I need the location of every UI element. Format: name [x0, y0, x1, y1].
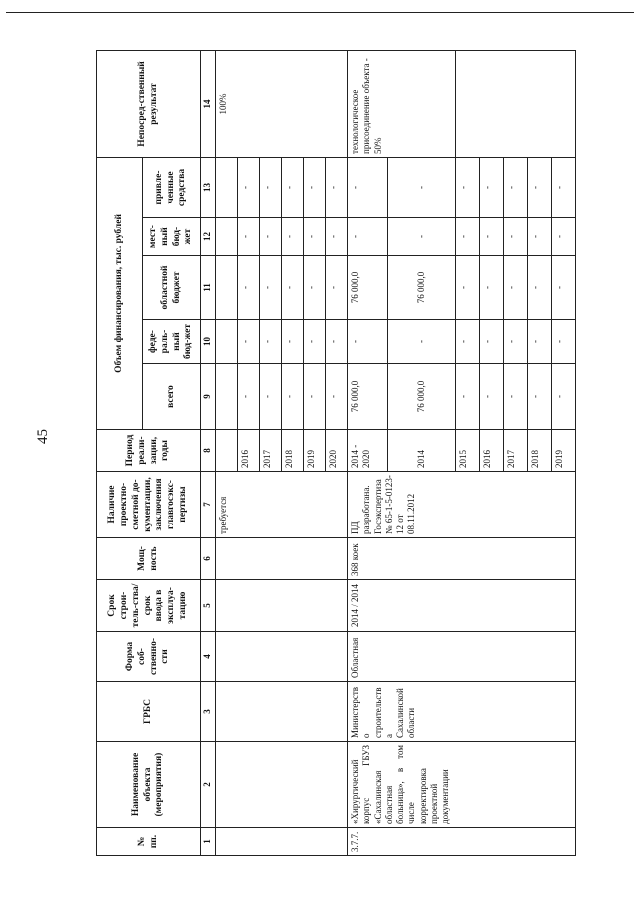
cell-regional: -	[260, 256, 282, 320]
cell-total: -	[304, 364, 326, 430]
cell-year	[216, 430, 238, 472]
col-number: 4	[201, 632, 216, 682]
cell-attracted: -	[528, 157, 552, 217]
cell-local: -	[260, 218, 282, 256]
cell-total: -	[480, 364, 504, 430]
cell-attracted: -	[456, 157, 480, 217]
cell-num	[216, 828, 348, 856]
cell-attracted: -	[326, 157, 348, 217]
cell-federal: -	[282, 320, 304, 364]
cell-federal: -	[326, 320, 348, 364]
cell-federal: -	[238, 320, 260, 364]
cell-regional: -	[480, 256, 504, 320]
cell-total: -	[326, 364, 348, 430]
cell-grbs: Министерство строительства Сахалинской области	[348, 682, 576, 742]
col-number: 11	[201, 256, 216, 320]
cell-result: 100%	[216, 50, 348, 157]
col-number: 10	[201, 320, 216, 364]
header-ownership: Форма соб-ственно-сти	[97, 632, 201, 682]
header-result: Непосред-ственный результат	[97, 50, 201, 157]
cell-attracted: -	[504, 157, 528, 217]
cell-local: -	[552, 218, 576, 256]
financing-table	[96, 50, 576, 856]
cell-year: 2014 - 2020	[348, 430, 388, 472]
cell-name: «Хирургический корпус ГБУЗ «Сахалинская областная больница», в том числе корректировка проектной документации	[348, 742, 576, 828]
cell-attracted: -	[480, 157, 504, 217]
cell-year: 2015	[456, 430, 480, 472]
top-rule	[6, 12, 634, 13]
cell-total: -	[504, 364, 528, 430]
cell-total: 76 000,0	[388, 364, 456, 430]
cell-year: 2016	[238, 430, 260, 472]
col-number: 5	[201, 580, 216, 632]
cell-total: -	[456, 364, 480, 430]
col-number: 1	[201, 828, 216, 856]
cell-federal: -	[480, 320, 504, 364]
cell-local: -	[326, 218, 348, 256]
cell-year: 2016	[480, 430, 504, 472]
cell-year: 2020	[326, 430, 348, 472]
cell-federal: -	[260, 320, 282, 364]
cell-total: 76 000,0	[348, 364, 388, 430]
cell-term: 2014 / 2014	[348, 580, 576, 632]
header-psd: Наличие проектно-сметной до-кументации, заключения главгосэкс-пертизы	[97, 472, 201, 538]
cell-power	[216, 538, 348, 580]
cell-local: -	[456, 218, 480, 256]
col-number: 8	[201, 430, 216, 472]
cell-regional: -	[282, 256, 304, 320]
col-number: 7	[201, 472, 216, 538]
cell-total: -	[238, 364, 260, 430]
cell-regional: -	[552, 256, 576, 320]
cell-regional: -	[528, 256, 552, 320]
cell-grbs	[216, 682, 348, 742]
cell-regional	[216, 256, 238, 320]
cell-local: -	[504, 218, 528, 256]
cell-federal: -	[348, 320, 388, 364]
cell-local: -	[348, 218, 388, 256]
header-federal: феде-раль-ный бюд-жет	[143, 320, 201, 364]
cell-local: -	[304, 218, 326, 256]
cell-total: -	[552, 364, 576, 430]
header-name: Наименование объекта (мероприятия)	[97, 742, 201, 828]
cell-federal: -	[504, 320, 528, 364]
cell-year: 2019	[304, 430, 326, 472]
header-total: всего	[143, 364, 201, 430]
cell-attracted: -	[304, 157, 326, 217]
col-number: 6	[201, 538, 216, 580]
cell-local: -	[238, 218, 260, 256]
cell-federal	[216, 320, 238, 364]
cell-federal: -	[528, 320, 552, 364]
header-financing-group: Объем финансирования, тыс. рублей	[97, 157, 143, 429]
header-num: № пп.	[97, 828, 201, 856]
cell-result-empty	[456, 50, 576, 157]
cell-year: 2017	[504, 430, 528, 472]
cell-federal: -	[388, 320, 456, 364]
cell-local: -	[388, 218, 456, 256]
col-number: 12	[201, 218, 216, 256]
col-number: 13	[201, 157, 216, 217]
cell-year: 2019	[552, 430, 576, 472]
cell-federal: -	[456, 320, 480, 364]
cell-attracted: -	[348, 157, 388, 217]
cell-local: -	[282, 218, 304, 256]
header-term: Срок строи-тель-ства/срок ввода в эксплуа-тацию	[97, 580, 201, 632]
header-regional: областной бюджет	[143, 256, 201, 320]
cell-regional: -	[304, 256, 326, 320]
cell-total: -	[260, 364, 282, 430]
cell-total: -	[528, 364, 552, 430]
rotated-table-container	[96, 51, 632, 856]
cell-regional: -	[504, 256, 528, 320]
cell-name	[216, 742, 348, 828]
cell-power: 368 коек	[348, 538, 576, 580]
col-number: 9	[201, 364, 216, 430]
cell-result: технологическое присоединение объекта - 50%	[348, 50, 456, 157]
cell-term	[216, 580, 348, 632]
cell-attracted: -	[282, 157, 304, 217]
cell-regional: -	[238, 256, 260, 320]
col-number: 2	[201, 742, 216, 828]
cell-attracted: -	[238, 157, 260, 217]
cell-regional: 76 000,0	[348, 256, 388, 320]
cell-attracted: -	[388, 157, 456, 217]
cell-total	[216, 364, 238, 430]
header-local: мест-ный бюд-жет	[143, 218, 201, 256]
header-attracted: привле-ченные средства	[143, 157, 201, 217]
cell-attracted	[216, 157, 238, 217]
cell-psd: требуется	[216, 472, 348, 538]
cell-ownership	[216, 632, 348, 682]
cell-psd: ПД разработана. Госэкспертиза № 65-1-5-0123-12 от 08.11.2012	[348, 472, 576, 538]
cell-local	[216, 218, 238, 256]
cell-year: 2018	[282, 430, 304, 472]
header-power: Мощ-ность	[97, 538, 201, 580]
cell-federal: -	[552, 320, 576, 364]
cell-total: -	[282, 364, 304, 430]
header-grbs: ГРБС	[97, 682, 201, 742]
cell-ownership: Областная	[348, 632, 576, 682]
cell-regional: 76 000,0	[388, 256, 456, 320]
cell-year: 2014	[388, 430, 456, 472]
header-period: Период реали-зации, годы	[97, 430, 201, 472]
cell-federal: -	[304, 320, 326, 364]
cell-local: -	[528, 218, 552, 256]
cell-regional: -	[456, 256, 480, 320]
col-number: 14	[201, 50, 216, 157]
cell-year: 2018	[528, 430, 552, 472]
page-number: 45	[35, 429, 51, 444]
cell-year: 2017	[260, 430, 282, 472]
cell-local: -	[480, 218, 504, 256]
cell-attracted: -	[552, 157, 576, 217]
cell-regional: -	[326, 256, 348, 320]
col-number: 3	[201, 682, 216, 742]
cell-num: 3.7.7.	[348, 828, 576, 856]
cell-attracted: -	[260, 157, 282, 217]
